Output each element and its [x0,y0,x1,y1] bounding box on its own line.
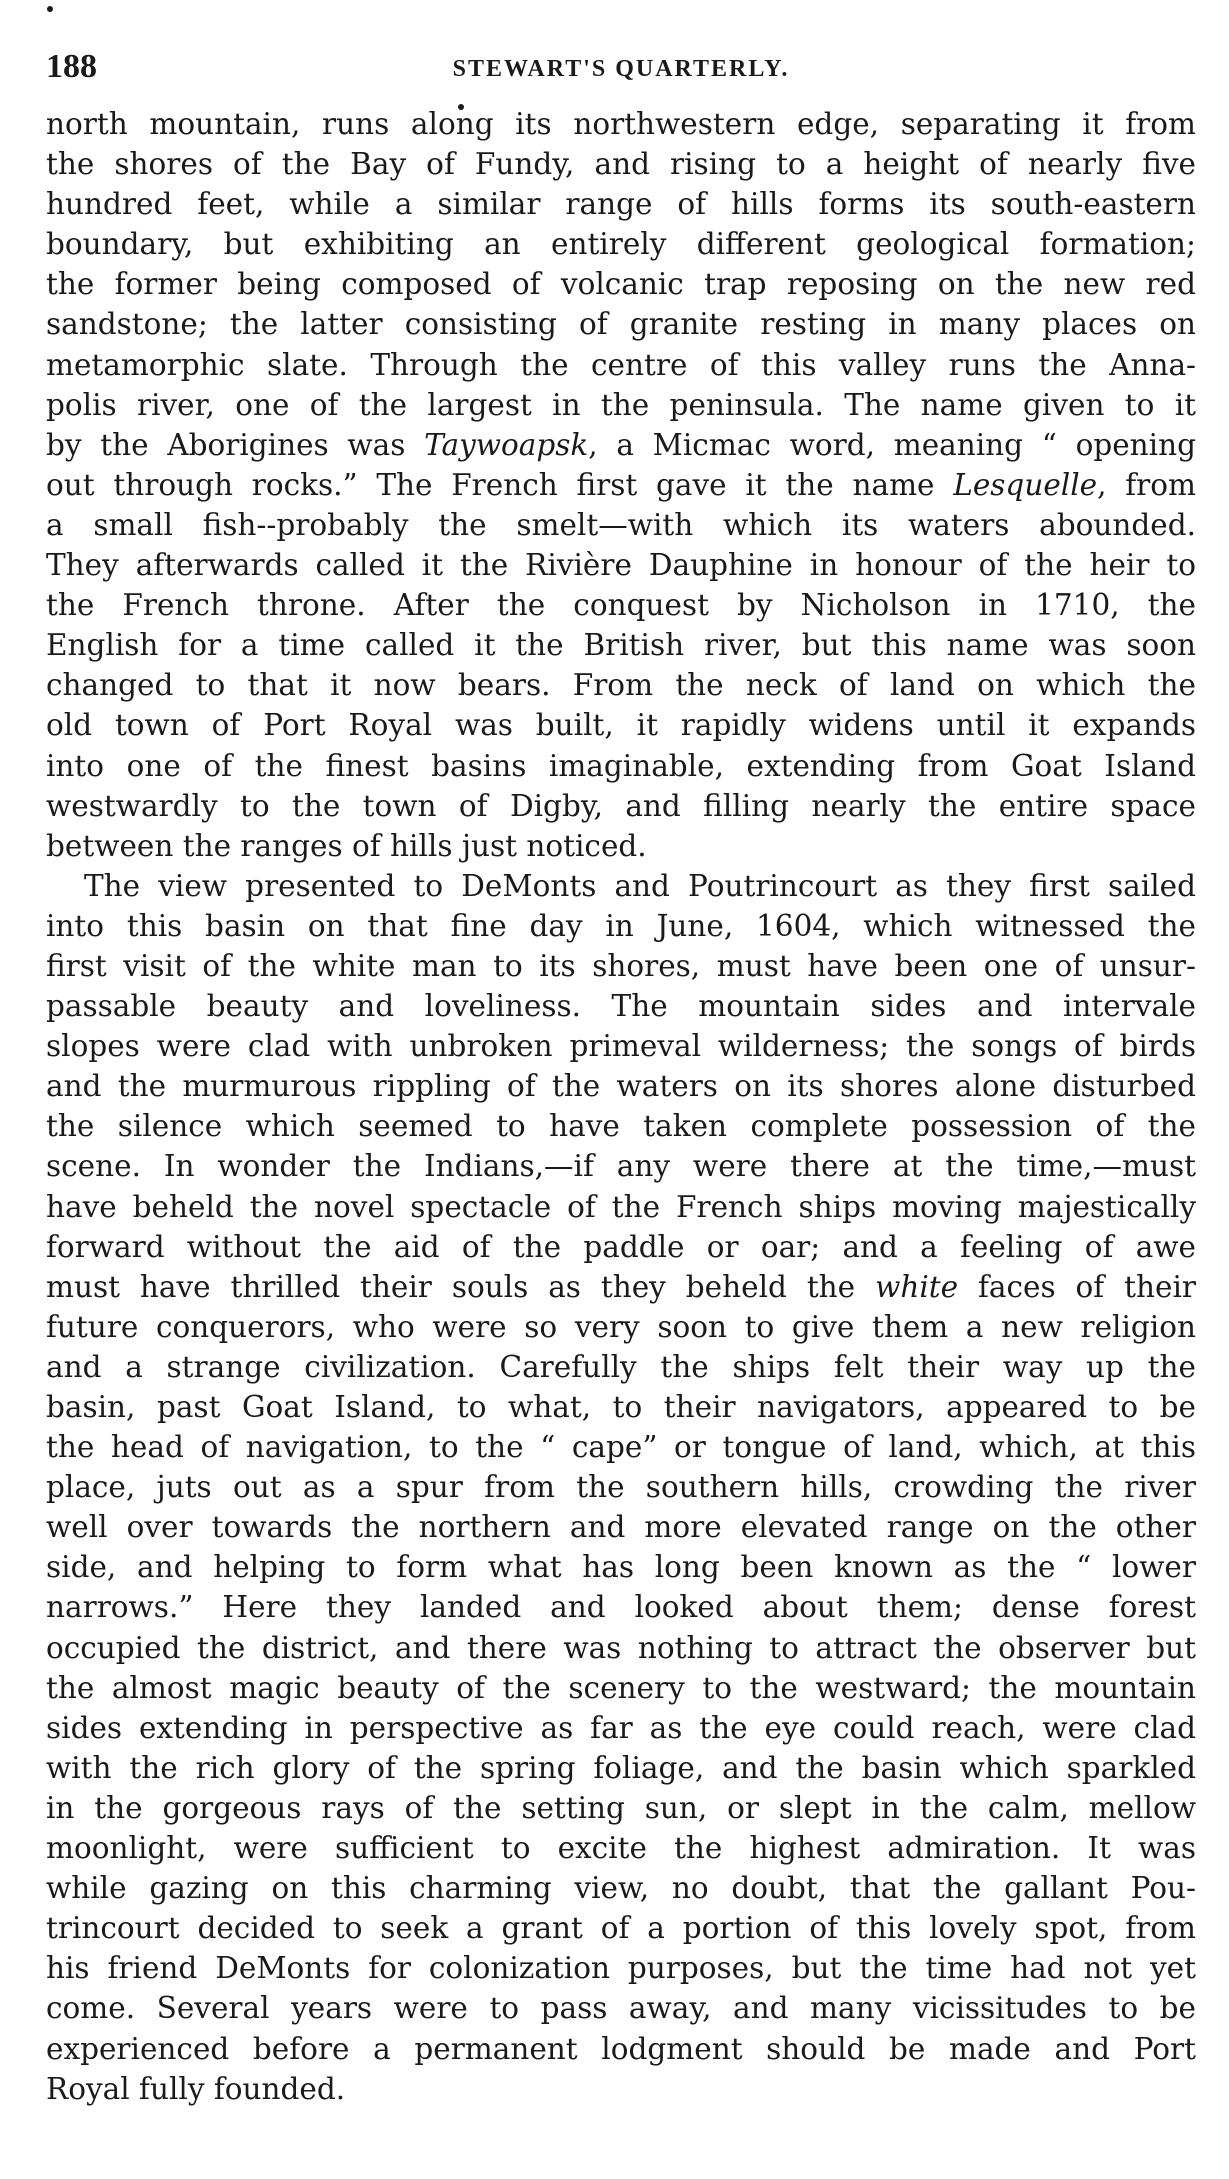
text-line: experienced before a permanent lodgment should be made and Port [46,2031,1196,2066]
text-line: come. Several years were to pass away, and many vicissitudes to be [46,1991,1196,2026]
text-line: well over towards the northern and more elevated range on the other [46,1510,1196,1545]
text-line: boundary, but exhibiting an entirely different geological formation; [46,227,1196,262]
text-line: his friend DeMonts for colonization purposes, but the time had not yet [46,1951,1196,1986]
text-line: The view presented to DeMonts and Poutrincourt as they first sailed [84,868,1196,903]
text-line: the head of navigation, to the “ cape” or tongue of land, which, at this [46,1430,1196,1465]
paragraph [46,866,1196,2109]
text-line: first visit of the white man to its shores, must have been one of unsur- [46,948,1196,983]
text-line: metamorphic slate. Through the centre of this valley runs the Anna- [46,347,1196,382]
text-line: and the murmurous rippling of the waters on its shores alone disturbed [46,1069,1196,1104]
paragraph [46,104,1196,866]
text-line: side, and helping to form what has long been known as the “ lower [46,1550,1196,1585]
text-line: future conquerors, who were so very soon to give them a new religion [46,1309,1196,1344]
text-line: They afterwards called it the Rivière Dauphine in honour of the heir to [46,548,1196,583]
document-page [46,48,1196,2109]
text-line: in the gorgeous rays of the setting sun, or slept in the calm, mellow [46,1790,1196,1825]
page-header [46,48,1196,104]
text-line: with the rich glory of the spring foliage, and the basin which sparkled [46,1750,1196,1785]
text-line: sides extending in perspective as far as the eye could reach, were clad [46,1710,1196,1745]
body-text [46,104,1196,2109]
text-line: sandstone; the latter consisting of granite resting in many places on [46,307,1196,342]
text-line: hundred feet, while a similar range of hills forms its south-eastern [46,187,1196,222]
text-line: must have thrilled their souls as they beheld the white faces of their [46,1269,1196,1304]
text-line: occupied the district, and there was nothing to attract the observer but [46,1630,1196,1665]
text-line: changed to that it now bears. From the neck of land on which the [46,668,1196,703]
text-line: passable beauty and loveliness. The mountain sides and intervale [46,989,1196,1024]
text-line: basin, past Goat Island, to what, to their navigators, appeared to be [46,1390,1196,1424]
text-line: out through rocks.” The French first gave it the name Lesquelle, from [46,467,1196,502]
text-line: have beheld the novel spectacle of the French ships moving majestically [46,1189,1196,1224]
text-line: narrows.” Here they landed and looked about them; dense forest [46,1590,1196,1625]
text-line: by the Aborigines was Taywoapsk, a Micmac word, meaning “ opening [46,427,1196,462]
text-line: place, juts out as a spur from the southern hills, crowding the river [46,1470,1196,1505]
running-head: STEWART'S QUARTERLY. [452,56,790,82]
text-line: into one of the finest basins imaginable, extending from Goat Island [46,748,1196,783]
text-line: trincourt decided to seek a grant of a portion of this lovely spot, from [46,1911,1196,1946]
ink-speck-top [47,6,53,12]
text-line: westwardly to the town of Digby, and filling nearly the entire space [46,788,1196,823]
text-line: slopes were clad with unbroken primeval wilderness; the songs of birds [46,1029,1196,1064]
text-line: the French throne. After the conquest by Nicholson in 1710, the [46,588,1196,623]
text-line: and a strange civilization. Carefully the ships felt their way up the [46,1349,1196,1384]
text-line: moonlight, were sufficient to excite the highest admiration. It was [46,1831,1196,1866]
text-line: scene. In wonder the Indians,—if any were there at the time,—must [46,1149,1196,1184]
text-line: between the ranges of hills just noticed. [46,828,647,863]
text-line: forward without the aid of the paddle or oar; and a feeling of awe [46,1229,1196,1264]
text-line: the silence which seemed to have taken complete possession of the [46,1109,1196,1144]
text-line: while gazing on this charming view, no doubt, that the gallant Pou- [46,1871,1196,1906]
text-line: the shores of the Bay of Fundy, and rising to a height of nearly five [46,147,1196,182]
page-number: 188 [46,48,97,85]
text-line: polis river, one of the largest in the peninsula. The name given to it [46,387,1196,422]
text-line: north mountain, runs along its northwestern edge, separating it from [46,107,1196,141]
text-line: a small fish--probably the smelt—with which its waters abounded. [46,507,1196,542]
text-line: the almost magic beauty of the scenery to the westward; the mountain [46,1670,1196,1705]
text-line: into this basin on that fine day in June, 1604, which witnessed the [46,908,1196,943]
text-line: English for a time called it the British river, but this name was soon [46,628,1196,663]
text-line: the former being composed of volcanic trap reposing on the new red [46,267,1196,302]
text-line: Royal fully founded. [46,2071,346,2106]
text-line: old town of Port Royal was built, it rapidly widens until it expands [46,708,1196,743]
